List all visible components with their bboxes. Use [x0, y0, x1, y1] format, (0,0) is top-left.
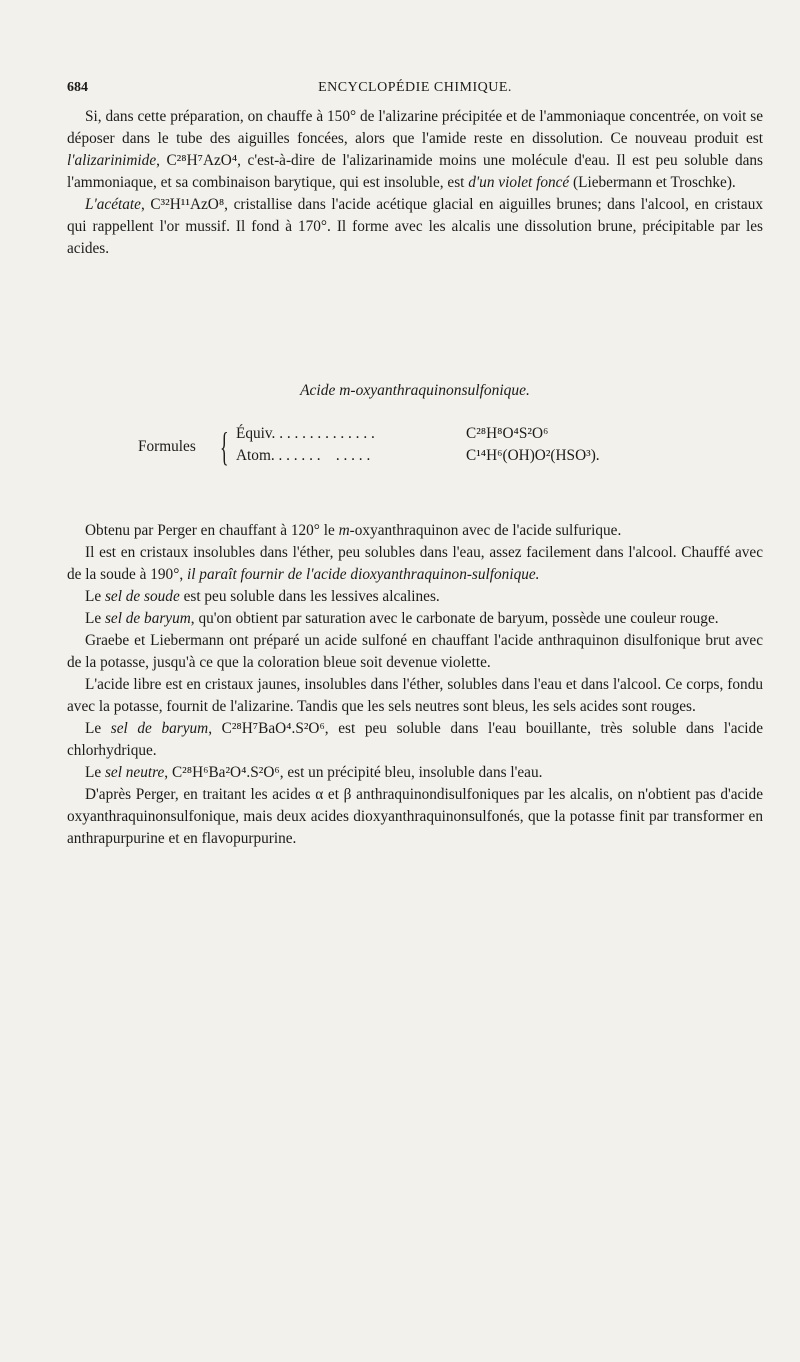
paragraph: D'après Perger, en traitant les acides α et β anthraquinondisulfoniques par les alcalis, on n'obtient pas d'acide oxyanthraquinonsulfonique, mais deux acides dioxyanthraquinonsulfonés, que la potasse finit par transformer en anthrapurpurine et en flavopurpurine.: [67, 786, 763, 847]
paragraph: Le sel de baryum, qu'on obtient par saturation avec le carbonate de baryum, possède une couleur rouge.: [85, 610, 719, 627]
paragraph: Le sel de baryum, C²⁸H⁷BaO⁴.S²O⁶, est peu soluble dans l'eau bouillante, très soluble dans l'acide chlorhydrique.: [67, 720, 763, 759]
formula-row-equiv: Équiv. . . . . . . . . . . . . .: [236, 425, 375, 442]
formula-brace: {: [220, 424, 229, 469]
intro-text: [67, 106, 763, 260]
formula-row-atom: Atom. . . . . . . . . . . .: [236, 447, 371, 464]
term-violet: d'un violet foncé: [468, 174, 570, 191]
paragraph: Obtenu par Perger en chauffant à 120° le m-oxyanthraquinon avec de l'acide sulfurique.: [85, 522, 622, 539]
page-header: [67, 80, 763, 102]
paragraph: Le sel neutre, C²⁸H⁶Ba²O⁴.S²O⁶, est un précipité bleu, insoluble dans l'eau.: [85, 764, 543, 781]
running-title: ENCYCLOPÉDIE CHIMIQUE.: [318, 80, 512, 95]
formula-value-equiv: C²⁸H⁸O⁴S²O⁶: [466, 425, 549, 442]
paragraph: Il est en cristaux insolubles dans l'éther, peu solubles dans l'eau, assez facilement dans l'alcool. Chauffé avec de la soude à 190°, il paraît fournir de l'acide dioxyanthraquinon-sulfonique.: [67, 544, 763, 583]
paragraph-alizarinimide: Si, dans cette préparation, on chauffe à 150° de l'alizarine précipitée et de l'ammoniaque concentrée, on voit se déposer dans le tube des aiguilles foncées, alors que l'amide reste en dissolution. Ce nouveau produit est l'alizarinimide, C²⁸H⁷AzO⁴, c'est-à-dire de l'alizarinamide moins une molécule d'eau. Il est peu soluble dans l'ammoniaque, et sa combinaison barytique, qui est insoluble, est d'un violet foncé (Liebermann et Troschke).: [67, 108, 763, 191]
page-number: 684: [67, 80, 88, 95]
paragraph-acetate: L'acétate, C³²H¹¹AzO⁸, cristallise dans l'acide acétique glacial en aiguilles brunes; dans l'alcool, en cristaux qui rappellent l'or mussif. Il fond à 170°. Il forme avec les alcalis une dissolution brune, précipitable par les acides.: [67, 196, 763, 257]
paragraph: L'acide libre est en cristaux jaunes, insolubles dans l'éther, solubles dans l'eau et dans l'alcool. Ce corps, fondu avec la potasse, fournit de l'alizarine. Tandis que les sels neutres sont bleus, les sels acides sont rouges.: [67, 676, 763, 715]
main-text: [67, 520, 763, 850]
formula-label: Formules: [138, 438, 196, 455]
section-title: Acide m-oxyanthraquinonsulfonique.: [300, 382, 530, 399]
paragraph: Le sel de soude est peu soluble dans les lessives alcalines.: [85, 588, 440, 605]
formula-block: [138, 425, 698, 473]
formula-value-atom: C¹⁴H⁶(OH)O²(HSO³).: [466, 447, 600, 464]
term-acetate: L'acétate: [85, 196, 141, 213]
term-alizarinimide: l'alizarinimide: [67, 152, 157, 169]
paragraph: Graebe et Liebermann ont préparé un acide sulfoné en chauffant l'acide anthraquinon disulfonique brut avec de la potasse, jusqu'à ce que la coloration bleue soit devenue violette.: [67, 632, 763, 671]
